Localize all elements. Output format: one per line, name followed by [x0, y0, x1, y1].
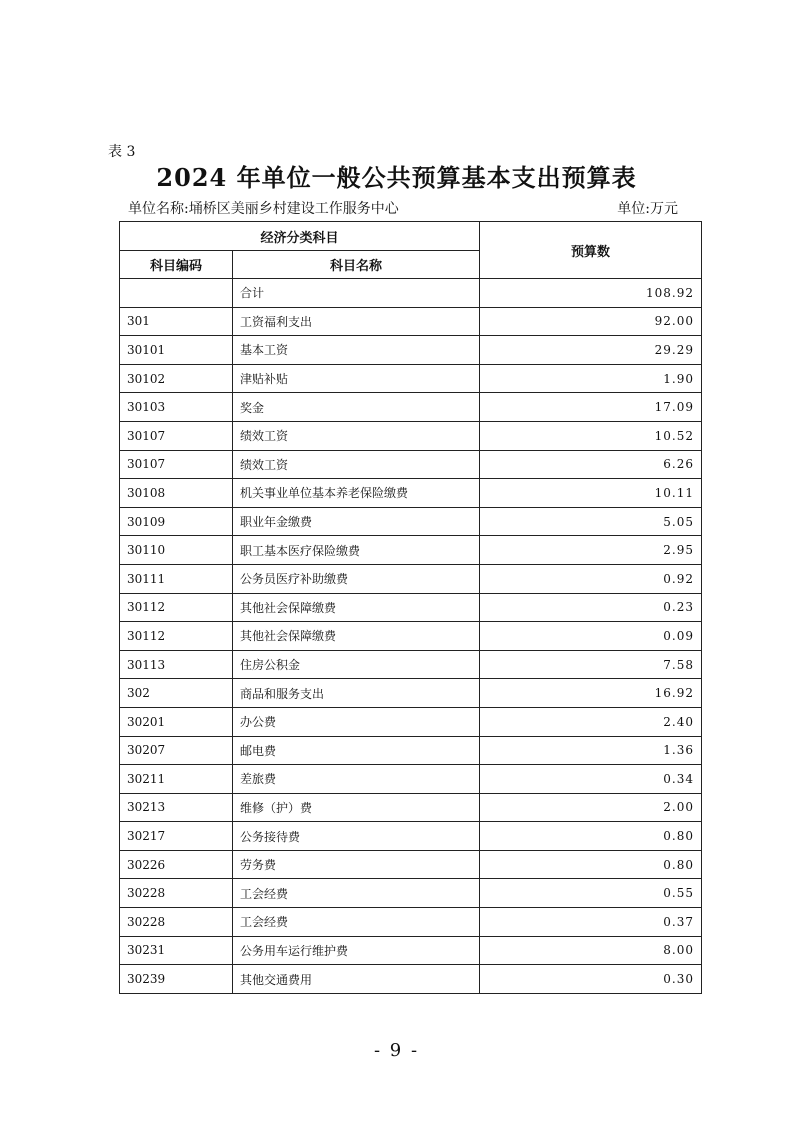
- budget-amount-cell: 17.09: [480, 393, 702, 422]
- table-row: [120, 364, 702, 393]
- budget-amount-cell: 0.23: [480, 593, 702, 622]
- subject-code-cell: [120, 279, 233, 308]
- subject-name-cell: 工会经费: [233, 908, 480, 937]
- budget-amount-cell: 0.80: [480, 850, 702, 879]
- subject-code-cell: 30102: [120, 364, 233, 393]
- subject-name-cell: 维修（护）费: [233, 793, 480, 822]
- subject-code-cell: 30110: [120, 536, 233, 565]
- table-row: [120, 279, 702, 308]
- subject-name-cell: 公务接待费: [233, 822, 480, 851]
- budget-amount-cell: 1.90: [480, 364, 702, 393]
- subject-name-cell: 商品和服务支出: [233, 679, 480, 708]
- subject-name-cell: 邮电费: [233, 736, 480, 765]
- subject-name-cell: 职业年金缴费: [233, 507, 480, 536]
- subject-code-cell: 30107: [120, 450, 233, 479]
- table-row: [120, 765, 702, 794]
- table-row: [120, 622, 702, 651]
- subject-code-cell: 301: [120, 307, 233, 336]
- subject-code-cell: 30111: [120, 564, 233, 593]
- subject-code-cell: 30112: [120, 622, 233, 651]
- table-row: [120, 650, 702, 679]
- subject-code-cell: 30207: [120, 736, 233, 765]
- budget-amount-cell: 16.92: [480, 679, 702, 708]
- subject-code-cell: 30113: [120, 650, 233, 679]
- subject-name-cell: 合计: [233, 279, 480, 308]
- subject-name-cell: 绩效工资: [233, 450, 480, 479]
- subject-code-cell: 30226: [120, 850, 233, 879]
- table-row: [120, 908, 702, 937]
- subject-name-cell: 职工基本医疗保险缴费: [233, 536, 480, 565]
- subject-code-cell: 30213: [120, 793, 233, 822]
- subject-code-cell: 30239: [120, 965, 233, 994]
- subject-code-cell: 30101: [120, 336, 233, 365]
- page-number: - 9 -: [373, 1040, 420, 1061]
- subject-name-cell: 工资福利支出: [233, 307, 480, 336]
- unit-name: 单位名称:埇桥区美丽乡村建设工作服务中心: [128, 201, 399, 217]
- budget-amount-cell: 0.37: [480, 908, 702, 937]
- subject-code-cell: 302: [120, 679, 233, 708]
- table-row: [120, 707, 702, 736]
- page-title: 2024 年单位一般公共预算基本支出预算表: [156, 163, 637, 192]
- budget-amount-cell: 2.00: [480, 793, 702, 822]
- subject-name-cell: 基本工资: [233, 336, 480, 365]
- subject-code-cell: 30108: [120, 479, 233, 508]
- table-label: 表 3: [108, 144, 136, 160]
- table-row: [120, 593, 702, 622]
- header-subject-code: 科目编码: [120, 251, 233, 279]
- subject-name-cell: 其他交通费用: [233, 965, 480, 994]
- table-row: [120, 965, 702, 994]
- table-row: [120, 393, 702, 422]
- budget-amount-cell: 0.80: [480, 822, 702, 851]
- subject-code-cell: 30211: [120, 765, 233, 794]
- header-budget-amount: 预算数: [480, 222, 702, 279]
- subject-name-cell: 差旅费: [233, 765, 480, 794]
- table-row: [120, 793, 702, 822]
- table-row: [120, 479, 702, 508]
- budget-amount-cell: 2.40: [480, 707, 702, 736]
- budget-amount-cell: 1.36: [480, 736, 702, 765]
- table-row: [120, 736, 702, 765]
- budget-amount-cell: 2.95: [480, 536, 702, 565]
- budget-amount-cell: 5.05: [480, 507, 702, 536]
- subject-name-cell: 奖金: [233, 393, 480, 422]
- unit-info-line: [128, 198, 678, 218]
- header-subject-name: 科目名称: [233, 251, 480, 279]
- table-row: [120, 679, 702, 708]
- table-row: [120, 536, 702, 565]
- budget-table: [119, 221, 702, 994]
- subject-name-cell: 其他社会保障缴费: [233, 622, 480, 651]
- budget-amount-cell: 0.92: [480, 564, 702, 593]
- budget-amount-cell: 0.55: [480, 879, 702, 908]
- subject-code-cell: 30103: [120, 393, 233, 422]
- subject-name-cell: 机关事业单位基本养老保险缴费: [233, 479, 480, 508]
- budget-amount-cell: 10.52: [480, 421, 702, 450]
- subject-name-cell: 其他社会保障缴费: [233, 593, 480, 622]
- budget-amount-cell: 7.58: [480, 650, 702, 679]
- budget-amount-cell: 29.29: [480, 336, 702, 365]
- subject-name-cell: 工会经费: [233, 879, 480, 908]
- subject-name-cell: 公务员医疗补助缴费: [233, 564, 480, 593]
- subject-name-cell: 住房公积金: [233, 650, 480, 679]
- budget-amount-cell: 92.00: [480, 307, 702, 336]
- header-row-group: [120, 222, 702, 251]
- budget-amount-cell: 10.11: [480, 479, 702, 508]
- table-row: [120, 450, 702, 479]
- table-row: [120, 336, 702, 365]
- budget-amount-cell: 108.92: [480, 279, 702, 308]
- subject-code-cell: 30231: [120, 936, 233, 965]
- unit-measure: 单位:万元: [617, 201, 678, 217]
- subject-name-cell: 办公费: [233, 707, 480, 736]
- subject-code-cell: 30228: [120, 908, 233, 937]
- table-row: [120, 507, 702, 536]
- subject-code-cell: 30228: [120, 879, 233, 908]
- table-row: [120, 564, 702, 593]
- budget-amount-cell: 0.30: [480, 965, 702, 994]
- subject-name-cell: 劳务费: [233, 850, 480, 879]
- budget-amount-cell: 0.34: [480, 765, 702, 794]
- table-row: [120, 822, 702, 851]
- table-row: [120, 879, 702, 908]
- table-row: [120, 421, 702, 450]
- header-economic-category: 经济分类科目: [120, 222, 480, 251]
- subject-code-cell: 30112: [120, 593, 233, 622]
- budget-amount-cell: 8.00: [480, 936, 702, 965]
- subject-name-cell: 公务用车运行维护费: [233, 936, 480, 965]
- budget-amount-cell: 0.09: [480, 622, 702, 651]
- subject-name-cell: 绩效工资: [233, 421, 480, 450]
- subject-code-cell: 30107: [120, 421, 233, 450]
- table-row: [120, 936, 702, 965]
- subject-code-cell: 30109: [120, 507, 233, 536]
- subject-name-cell: 津贴补贴: [233, 364, 480, 393]
- budget-table-body: [120, 279, 702, 994]
- subject-code-cell: 30201: [120, 707, 233, 736]
- budget-amount-cell: 6.26: [480, 450, 702, 479]
- table-row: [120, 307, 702, 336]
- subject-code-cell: 30217: [120, 822, 233, 851]
- table-row: [120, 850, 702, 879]
